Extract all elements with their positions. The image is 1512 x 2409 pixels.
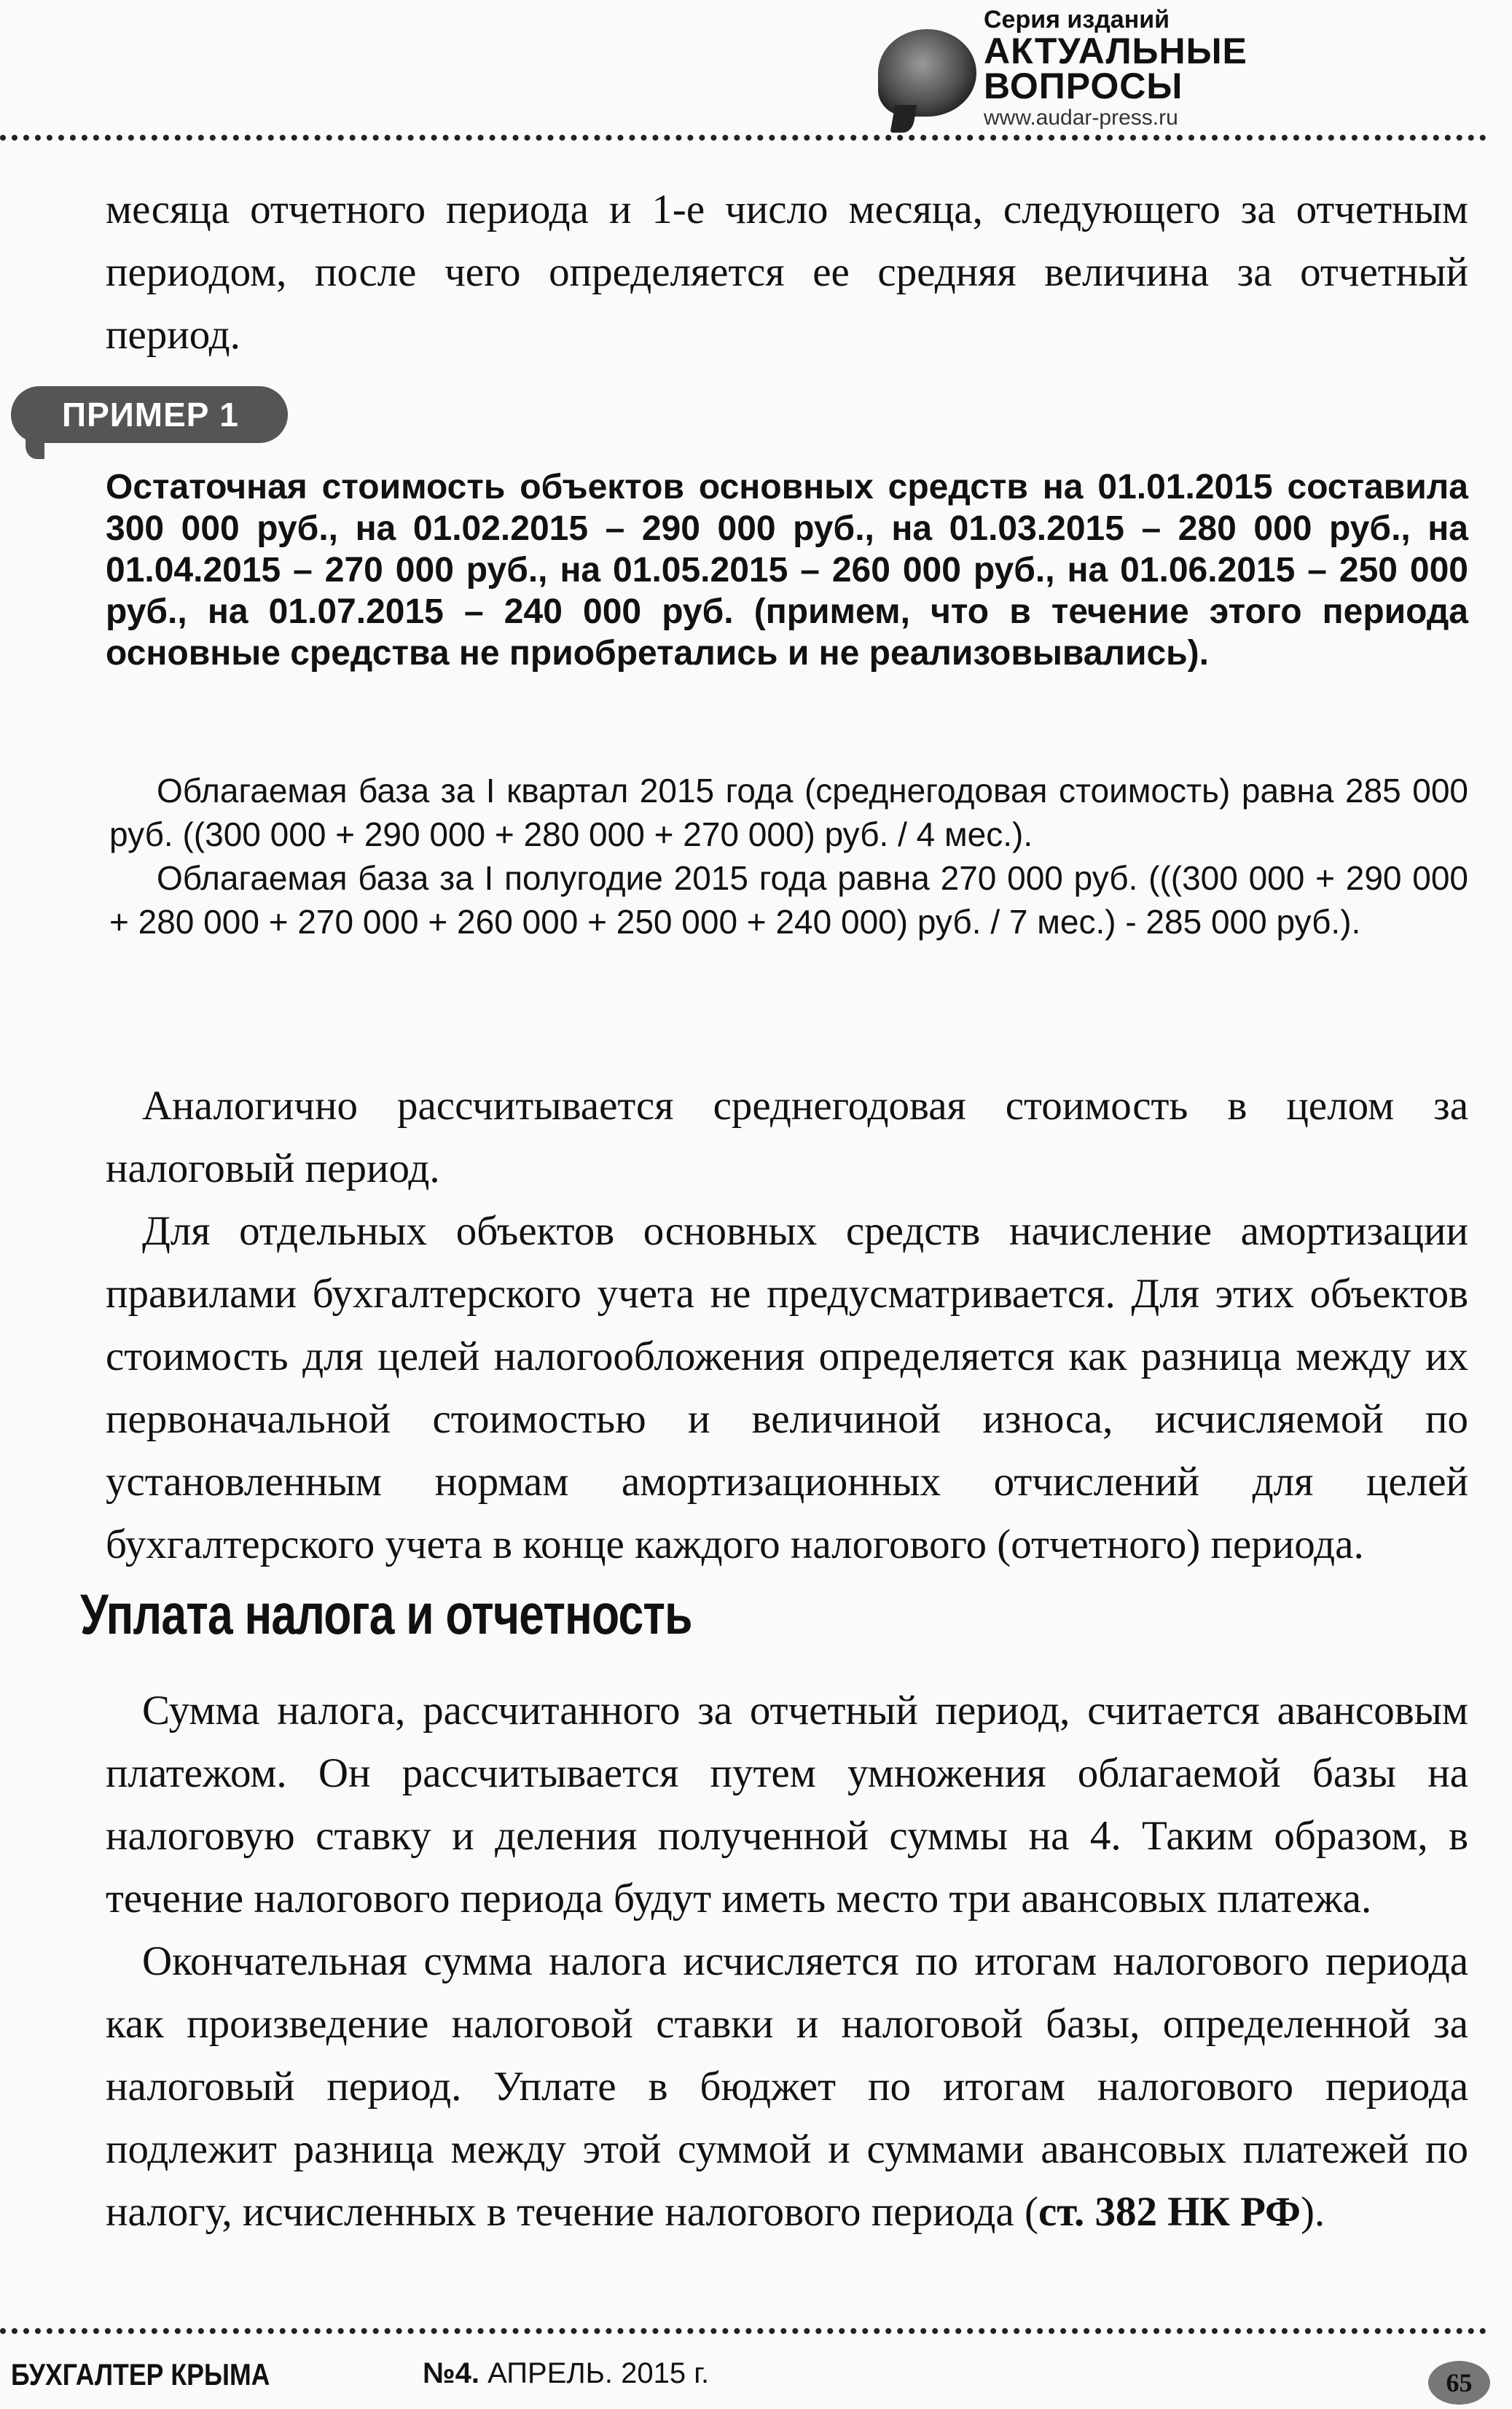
- issue-info: [423, 2357, 709, 2390]
- magazine-title: БУХГАЛТЕР КРЫМА: [11, 2357, 270, 2392]
- intro-paragraph: [106, 179, 1468, 367]
- body-paragraph-2: Для отдельных объектов основных средств начисление амортизации правилами бухгалтерского учета не предусматривается. Для этих объектов стоимость для целей налогообложения определяется как разница между их первоначальной стоимостью и величиной износа, исчисляемой по установленным нормам амортизационных отчислений для целей бухгалтерского учета в конце каждого налогового (отчетного) периода.: [106, 1208, 1468, 1567]
- section-paragraph-2-text: Окончательная сумма налога исчисляется по итогам налогового периода как произведение налоговой ставки и налоговой базы, определенной за налоговый период. Уплате в бюджет по итогам налогового периода подлежит разница между этой суммой и суммами авансовых платежей по налогу, исчисленных в течение налогового периода (: [106, 1938, 1468, 2235]
- example-calculations: [109, 769, 1468, 944]
- law-reference: ст. 382 НК РФ: [1038, 2189, 1301, 2235]
- header-divider: [0, 135, 1486, 141]
- series-label: Серия изданий: [984, 6, 1170, 34]
- brand-title-line1: АКТУАЛЬНЫЕ: [984, 31, 1247, 71]
- section-paragraphs: [106, 1680, 1468, 2244]
- page-number: 65: [1428, 2361, 1490, 2405]
- example-badge: ПРИМЕР 1: [11, 386, 288, 443]
- calc-half-year: Облагаемая база за I полугодие 2015 года равна 270 000 руб. (((300 000 + 290 000 + 280 000 + 270 000 + 260 000 + 250 000 + 240 000) руб. / 7 мес.) - 285 000 руб.).: [109, 859, 1468, 941]
- body-paragraph-1: Аналогично рассчитывается среднегодовая стоимость в целом за налоговый период.: [106, 1083, 1468, 1191]
- intro-text: месяца отчетного периода и 1-е число месяца, следующего за отчетным периодом, после чего определяется ее средняя величина за отчетный период.: [106, 187, 1468, 358]
- section-paragraph-2-end: ).: [1300, 2189, 1325, 2235]
- section-heading: Уплата налога и отчетность: [80, 1582, 692, 1646]
- speech-bubble-logo-icon: [878, 29, 976, 117]
- brand-title-line2: ВОПРОСЫ: [984, 66, 1183, 106]
- section-paragraph-2: [106, 1930, 1468, 2244]
- section-paragraph-1: Сумма налога, рассчитанного за отчетный период, считается авансовым платежом. Он рассчитывается путем умножения облагаемой базы на налоговую ставку и деления полученной суммы на 4. Таким образом, в течение налогового периода будут иметь место три авансовых платежа.: [106, 1688, 1468, 1922]
- brand-title: [984, 31, 1247, 106]
- example-statement: Остаточная стоимость объектов основных средств на 01.01.2015 составила 300 000 руб., на 01.02.2015 – 290 000 руб., на 01.03.2015 – 280 000 руб., на 01.04.2015 – 270 000 руб., на 01.05.2015 – 260 000 руб., на 01.06.2015 – 250 000 руб., на 01.07.2015 – 240 000 руб. (примем, что в течение этого периода основные средства не приобретались и не реализовывались).: [106, 468, 1468, 673]
- brand-url[interactable]: www.audar-press.ru: [984, 106, 1178, 130]
- calc-quarter: Облагаемая база за I квартал 2015 года (среднегодовая стоимость) равна 285 000 руб. ((300 000 + 290 000 + 280 000 + 270 000) руб. / 4 мес.).: [109, 772, 1468, 853]
- issue-date: АПРЕЛЬ. 2015 г.: [487, 2357, 710, 2389]
- body-paragraphs: [106, 1075, 1468, 1576]
- series-brand: [878, 0, 1315, 130]
- issue-number: №4.: [423, 2357, 479, 2389]
- footer-divider: [0, 2328, 1486, 2334]
